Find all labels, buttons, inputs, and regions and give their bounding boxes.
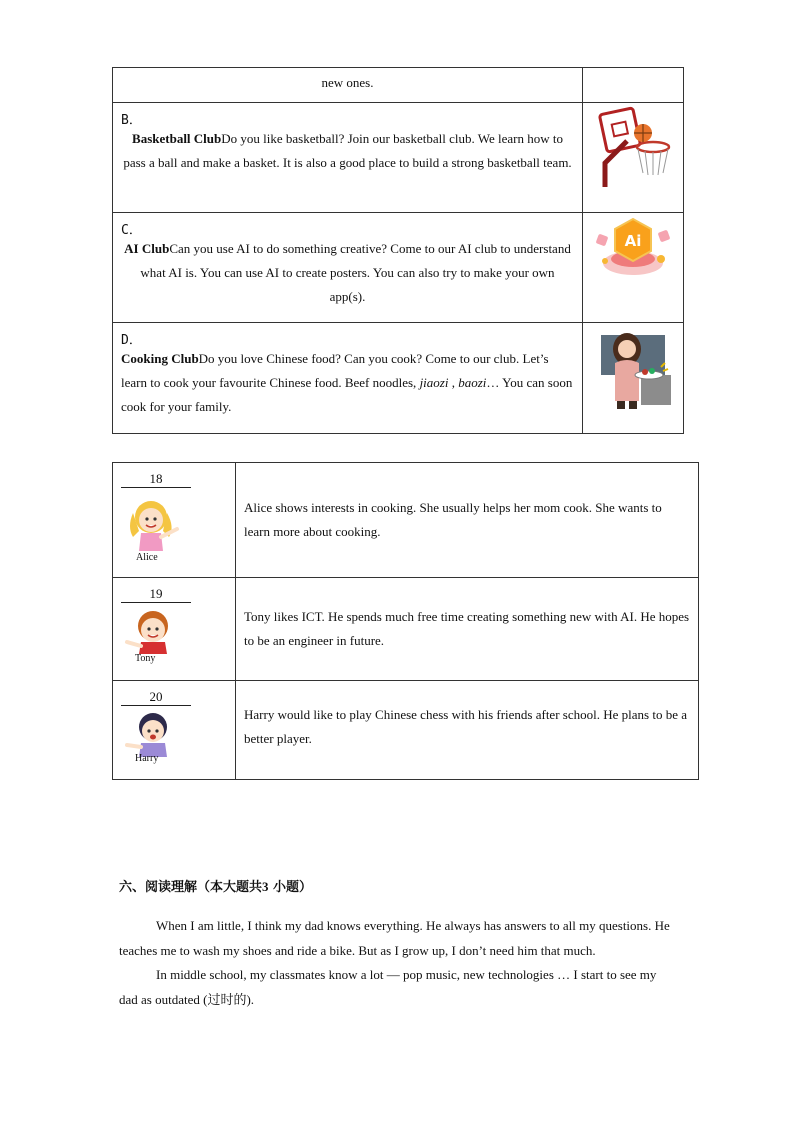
people-table: [112, 462, 699, 780]
ai-logo-icon: [583, 213, 683, 283]
club-description: Basketball ClubDo you like basketball? Join our basketball club. We learn how to pass a ball and make a basket. It is also a good place to build a strong basketball team.: [123, 131, 572, 170]
svg-text:Ai: Ai: [624, 232, 642, 250]
person-name: Harry: [135, 753, 159, 764]
club-description: Cooking ClubDo you love Chinese food? Can you cook? Come to our club. Let’s learn to cook your favourite Chinese food. Beef noodles, jiaozi , baozi… You can soon cook for your family.: [121, 351, 573, 414]
answer-blank[interactable]: 19: [121, 586, 191, 603]
answer-blank[interactable]: 20: [121, 689, 191, 706]
person-name: Alice: [136, 552, 158, 563]
cooking-girl-icon: [583, 323, 683, 413]
person-name: Tony: [135, 653, 156, 664]
alice-avatar-icon: [123, 493, 185, 557]
section-title: 六、阅读理解（本大题共3 小题）: [119, 879, 313, 895]
club-a-tail-text: new ones.: [321, 75, 374, 90]
club-row-c: [113, 213, 684, 323]
club-row-a-tail: [113, 68, 684, 103]
club-name: AI Club: [124, 241, 170, 256]
club-letter: B．: [121, 113, 142, 128]
club-name: Cooking Club: [121, 351, 199, 366]
answer-blank[interactable]: 18: [121, 471, 191, 488]
club-description: AI ClubCan you use AI to do something creative? Come to our AI club to understand what AI is. You can use AI to create posters. You can also try to make your own app(s).: [124, 241, 571, 304]
person-description: Harry would like to play Chinese chess with his friends after school. He plans to be a better player.: [236, 681, 699, 780]
person-row: [113, 578, 699, 681]
person-row: [113, 463, 699, 578]
club-row-d: [113, 323, 684, 434]
person-row: [113, 681, 699, 780]
basketball-hoop-icon: [583, 103, 683, 193]
person-description: Tony likes ICT. He spends much free time creating something new with AI. He hopes to be an engineer in future.: [236, 578, 699, 681]
club-letter: D．: [121, 333, 142, 348]
person-description: Alice shows interests in cooking. She usually helps her mom cook. She wants to learn more about cooking.: [236, 463, 699, 578]
tony-avatar-icon: [123, 606, 179, 660]
club-name: Basketball Club: [132, 131, 222, 146]
passage-paragraph: In middle school, my classmates know a lot — pop music, new technologies … I start to see my dad as outdated (过时的).: [119, 967, 657, 1007]
club-letter: C．: [121, 223, 142, 238]
club-row-b: [113, 103, 684, 213]
reading-passage: [119, 914, 675, 1012]
clubs-table: [112, 67, 684, 434]
passage-paragraph: When I am little, I think my dad knows everything. He always has answers to all my questions. He teaches me to wash my shoes and ride a bike. But as I grow up, I don’t need him that much.: [119, 918, 670, 958]
